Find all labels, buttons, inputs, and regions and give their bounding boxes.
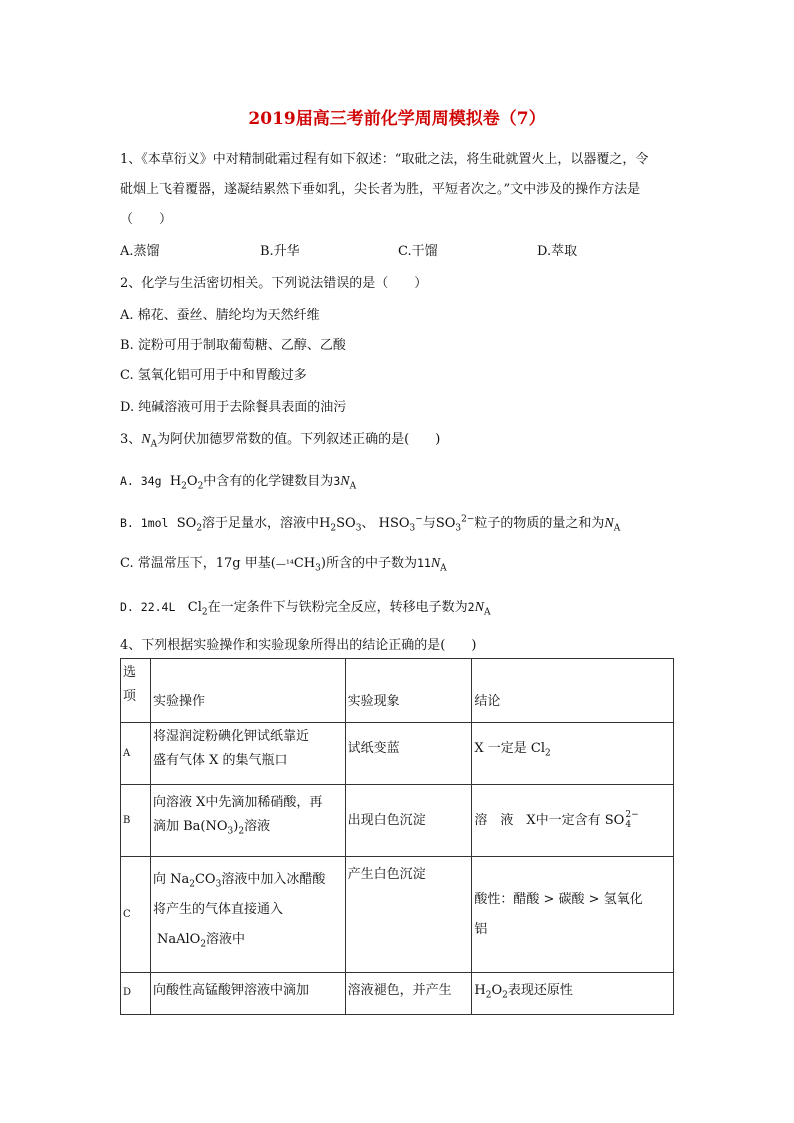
q3-stem: [120, 428, 440, 448]
q3-a-text: 中含有的化学键数目为: [203, 474, 334, 489]
q3-b-hso3: $HSO_3^-$: [378, 514, 423, 534]
q3-b-so2: $SO_2$: [176, 516, 203, 534]
q3-option-c: C. 常温常压下，17g 甲基$(—^{14}CH_3)$所含的中子数为$11N_A$: [120, 556, 447, 574]
q3-b-separator: 、: [361, 516, 375, 531]
q2-option-b: B. 淀粉可用于制取葡萄糖、乙醇、乙酸: [120, 338, 346, 353]
q3-na-symbol: N: [141, 432, 151, 447]
row-b-conclusion: 溶 液 X中一定含有 SO 2− 4: [472, 785, 674, 857]
header-phenomenon: 实验现象: [345, 659, 472, 723]
q3-a-formula: $H_2O_2$: [169, 474, 204, 492]
q3-b-text1: 溶于足量水，溶液中: [202, 516, 320, 531]
q3-option-b: B. 1mol $SO_2$溶于足量水，溶液中$H_2SO_3$、 $HSO_3^-$与$SO_3^{2-}$粒子的物质的量之和为$N_A$: [120, 514, 621, 534]
row-c-phenomenon: 产生白色沉淀: [345, 857, 472, 973]
q3-stem-prefix: 3、: [120, 432, 142, 447]
q3-c-na: N: [430, 556, 441, 571]
q1-stem-line3: （ ）: [120, 212, 173, 227]
q3-c-isotope: —¹⁴: [275, 559, 294, 570]
q3-b-so3: $SO_3^{2-}$: [435, 514, 475, 534]
table-row: [121, 857, 674, 973]
q3-a-na: N: [340, 474, 350, 489]
q3-c-ch3: $CH_3$: [293, 556, 321, 574]
row-d-option: D: [121, 973, 151, 1015]
q3-b-text3: 粒子的物质的量之和为: [474, 516, 605, 531]
q3-d-cl2: $Cl_2$: [187, 600, 208, 618]
q1-stem-line2: 砒烟上飞着覆器，遂凝结累然下垂如乳，尖长者为胜，平短者次之。”文中涉及的操作方法是: [120, 182, 641, 197]
row-c-conclusion: 酸性：醋酸 > 碳酸 > 氢氧化 铝: [472, 857, 674, 973]
q4-stem: 4、下列根据实验操作和实验现象所得出的结论正确的是( ): [120, 638, 477, 653]
q3-option-d: D. 22.4L $Cl_2$在一定条件下与铁粉完全反应，转移电子数为$2N_A$: [120, 600, 491, 618]
row-b-option: B: [121, 785, 151, 857]
q3-c-text: )所含的中子数为: [320, 556, 417, 571]
table-row: [121, 785, 674, 857]
row-d-phenomenon: 溶液褪色，并产生: [345, 973, 472, 1015]
row-a-conclusion: X 一定是 $Cl_2$: [472, 723, 674, 785]
row-d-conclusion: $H_2O_2$表现还原性: [472, 973, 674, 1015]
row-c-option: C: [121, 857, 151, 973]
row-a-operation: 将湿润淀粉碘化钾试纸靠近 盛有气体 X 的集气瓶口: [150, 723, 345, 785]
table-row: [121, 973, 674, 1015]
q3-c-label: C. 常温常压下，17g 甲基(: [120, 556, 276, 571]
q2-option-c: C. 氢氧化铝可用于中和胃酸过多: [120, 368, 307, 383]
q2-option-d: D. 纯碱溶液可用于去除餐具表面的油污: [120, 400, 347, 415]
q3-a-num: 3: [333, 474, 341, 488]
q1-option-a: A.蒸馏: [120, 244, 160, 259]
row-c-operation: 向 $Na_2CO_3$溶液中加入冰醋酸 将产生的气体直接通入 NaAlO$_2$溶液中: [150, 857, 345, 973]
table-header-row: [121, 659, 674, 723]
q3-d-label: D. 22.4L: [120, 600, 176, 614]
table-row: [121, 723, 674, 785]
q1-option-c: C.干馏: [398, 244, 438, 259]
page-title: 2019届高三考前化学周周模拟卷（7）: [248, 109, 546, 129]
header-operation: 实验操作: [150, 659, 345, 723]
q3-na-subscript: A: [150, 439, 158, 450]
q1-stem-line1: 1、《本草衍义》中对精制砒霜过程有如下叙述：“取砒之法，将生砒就置火上，以器覆之，令: [120, 152, 649, 167]
row-b-operation: 向溶液 X中先滴加稀硝酸，再 滴加 $Ba(NO_3)_2$溶液: [150, 785, 345, 857]
q1-option-b: B.升华: [260, 244, 300, 259]
header-option: 选 项: [121, 659, 151, 723]
row-a-phenomenon: 试纸变蓝: [345, 723, 472, 785]
q2-option-a: A. 棉花、蚕丝、腈纶均为天然纤维: [120, 308, 320, 323]
q3-b-na: N: [604, 516, 614, 531]
q3-b-label: B. 1mol: [120, 516, 169, 530]
experiment-table: [120, 658, 674, 1015]
q3-option-a: A. 34g $H_2O_2$中含有的化学键数目为$3N_A$: [120, 474, 357, 492]
q3-d-text: 在一定条件下与铁粉完全反应，转移电子数为: [207, 600, 468, 615]
q1-option-d: D.萃取: [537, 244, 578, 259]
header-conclusion: 结论: [472, 659, 674, 723]
q3-stem-suffix: 为阿伏加德罗常数的值。下列叙述正确的是( ): [157, 432, 441, 447]
q3-d-na: N: [474, 600, 484, 615]
row-a-option: A: [121, 723, 151, 785]
q3-c-num: 11: [416, 556, 431, 570]
q3-b-text2: 与: [422, 516, 436, 531]
q3-b-h2so3: $H_2SO_3$: [319, 516, 362, 534]
q2-stem: 2、化学与生活密切相关。下列说法错误的是（ ）: [120, 276, 428, 291]
q3-d-num: 2: [467, 600, 475, 614]
row-b-phenomenon: 出现白色沉淀: [345, 785, 472, 857]
row-d-operation: 向酸性高锰酸钾溶液中滴加: [150, 973, 345, 1015]
q3-a-label: A. 34g: [120, 474, 162, 488]
